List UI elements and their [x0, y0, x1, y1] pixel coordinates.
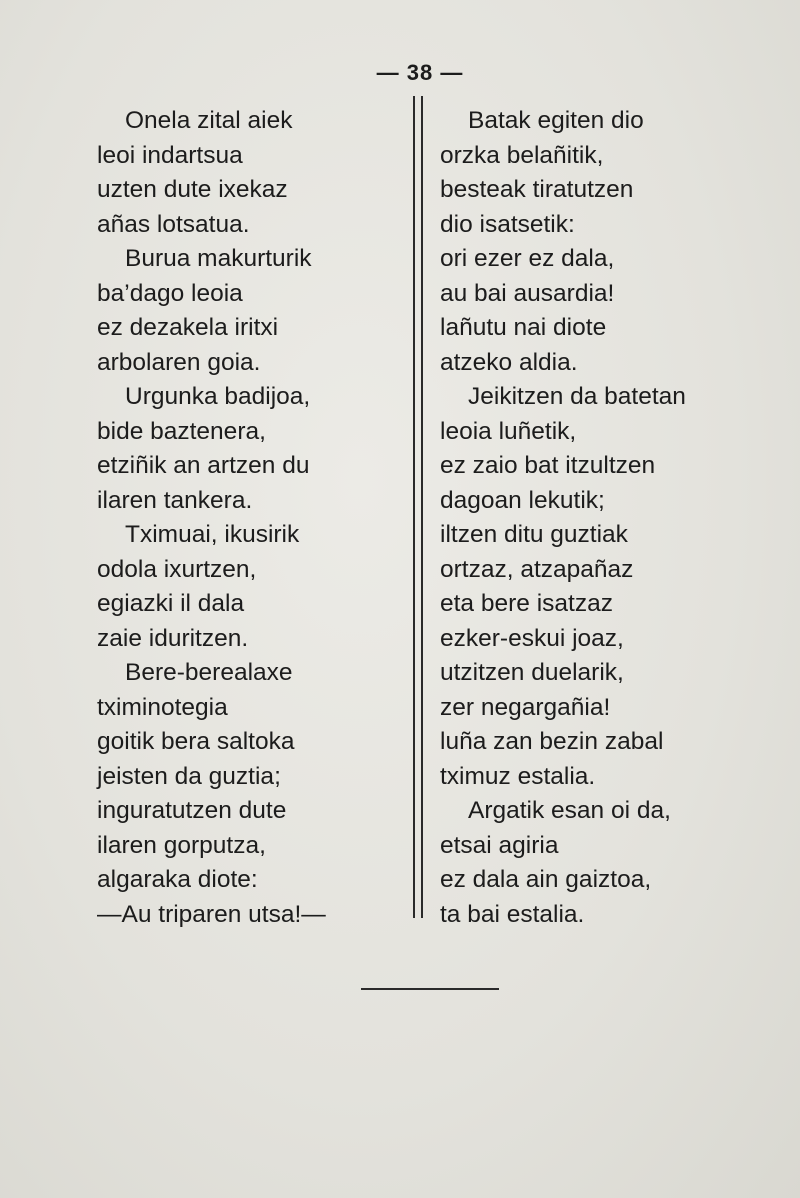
verse-line: ez dala ain gaiztoa, — [440, 866, 652, 893]
verse-line: ba’dago leoia — [97, 279, 243, 307]
verse-line: ez dezakela iritxi — [97, 314, 279, 341]
verse-line: zaie iduritzen. — [97, 624, 249, 652]
verse-line: atzeko aldia. — [440, 348, 578, 376]
verse-line: tximuz estalia. — [440, 762, 596, 790]
page-number: — 38 — — [376, 60, 464, 85]
verse-line: ori ezer ez dala, — [440, 245, 615, 272]
verse-line: ez zaio bat itzultzen — [440, 452, 656, 479]
left-poem-column — [97, 104, 397, 932]
verse-line: luña zan bezin zabal — [440, 728, 664, 755]
verse-line: Jeikitzen da batetan — [468, 383, 686, 410]
verse-line: Burua makurturik — [125, 245, 312, 272]
verse-line: leoi indartsua — [97, 141, 243, 169]
verse-line: Bere-berealaxe — [125, 659, 293, 686]
verse-line: odola ixurtzen, — [97, 555, 257, 583]
verse-line: ilaren tankera. — [97, 486, 253, 514]
verse-line: arbolaren goia. — [97, 348, 261, 376]
verse-line: bide baztenera, — [97, 417, 266, 445]
verse-line: Urgunka badijoa, — [125, 383, 311, 410]
verse-line: goitik bera saltoka — [97, 728, 295, 755]
verse-line: ilaren gorputza, — [97, 831, 266, 859]
verse-line: etziñik an artzen du — [97, 452, 310, 479]
end-separator-rule — [361, 988, 499, 990]
verse-line: —Au triparen utsa!— — [97, 900, 326, 928]
verse-line: Argatik esan oi da, — [468, 797, 671, 824]
verse-line: ortzaz, atzapañaz — [440, 555, 634, 583]
column-divider-left-rule — [413, 96, 415, 918]
column-divider-right-rule — [421, 96, 423, 918]
verse-line: ta bai estalia. — [440, 900, 585, 928]
verse-line: egiazki il dala — [97, 590, 245, 617]
verse-line: dio isatsetik: — [440, 210, 575, 238]
right-poem-column — [440, 104, 760, 932]
verse-line: orzka belañitik, — [440, 141, 604, 169]
verse-line: eta bere isatzaz — [440, 590, 613, 617]
verse-line: Tximuai, ikusirik — [125, 521, 300, 548]
verse-line: inguratutzen dute — [97, 797, 287, 824]
verse-line: besteak tiratutzen — [440, 176, 634, 203]
verse-line: etsai agiria — [440, 831, 559, 859]
verse-line: tximinotegia — [97, 693, 228, 721]
verse-line: iltzen ditu guztiak — [440, 521, 628, 548]
verse-line: zer negargañia! — [440, 693, 611, 721]
verse-line: Batak egiten dio — [468, 107, 644, 134]
verse-line: Onela zital aiek — [125, 107, 293, 134]
verse-line: lañutu nai diote — [440, 314, 607, 341]
verse-line: añas lotsatua. — [97, 210, 250, 238]
verse-line: jeisten da guztia; — [97, 762, 281, 790]
verse-line: algaraka diote: — [97, 866, 258, 893]
verse-line: au bai ausardia! — [440, 279, 615, 307]
verse-line: dagoan lekutik; — [440, 486, 605, 514]
verse-line: uzten dute ixekaz — [97, 176, 288, 203]
verse-line: leoia luñetik, — [440, 417, 577, 445]
verse-line: ezker-eskui joaz, — [440, 624, 624, 652]
verse-line: utzitzen duelarik, — [440, 659, 624, 686]
